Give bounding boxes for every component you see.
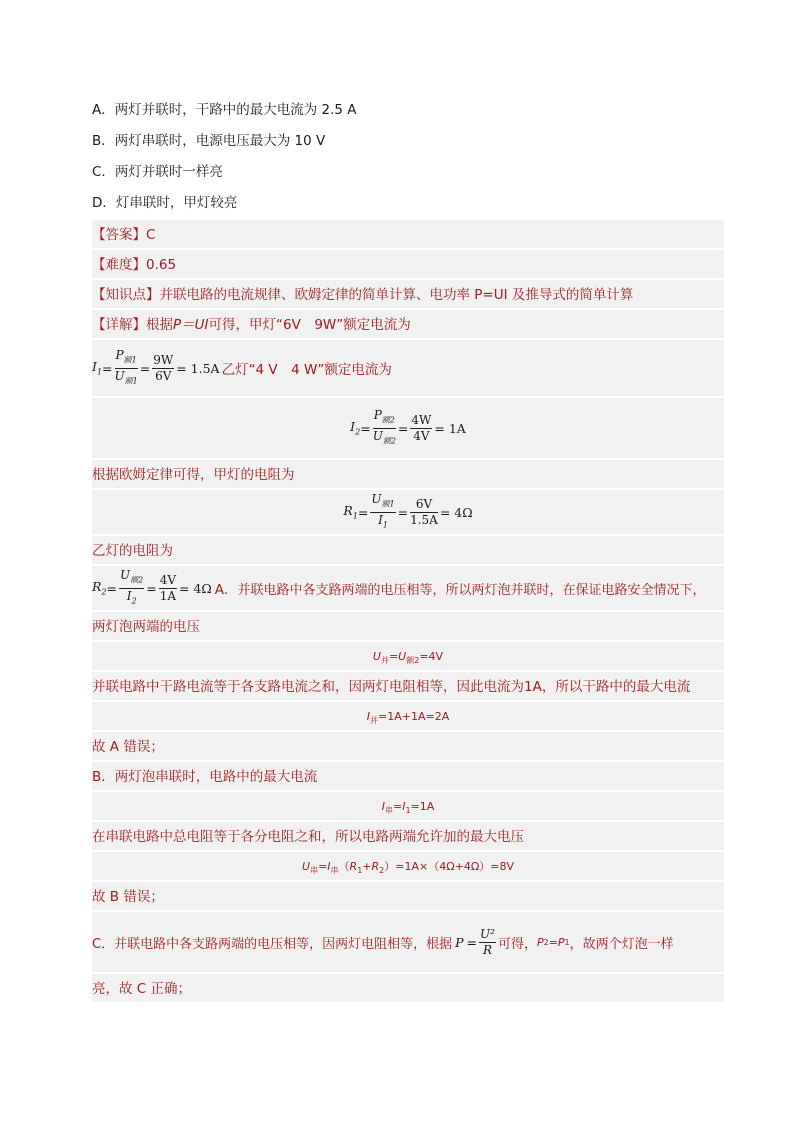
i-series-i1: I — [402, 800, 406, 813]
i1-row — [92, 340, 724, 398]
u-series-paren: （ — [338, 860, 350, 873]
detail-label: 【详解】 — [92, 317, 146, 333]
a-text3b: ，所以干路中的最大电流 — [541, 679, 691, 695]
detail-intro-row — [92, 310, 724, 340]
c-p1-sub: 1 — [564, 937, 570, 947]
r2-eq2: = — [146, 580, 157, 596]
b-conclusion-row: 故 B 错误； — [92, 882, 724, 912]
i2-value-fraction: $\frac{4W}{4V}$ — [411, 412, 432, 443]
yi-r-text-row: 乙灯的电阻为 — [92, 536, 724, 566]
difficulty-label: 【难度】 — [92, 257, 146, 273]
u-parallel-var: U — [372, 650, 381, 663]
c-fraction — [479, 927, 496, 958]
i1-var: $I_1$ — [92, 359, 103, 377]
options-list — [92, 96, 724, 220]
u-series-eq: =I — [318, 860, 331, 873]
knowledge-label: 【知识点】 — [92, 287, 160, 303]
u-series-r2: R — [371, 860, 380, 873]
r2-fraction: $\frac{U_{额2}}{I_2}$ — [120, 568, 144, 605]
i2-result: = 1A — [434, 420, 466, 436]
r1-row — [92, 490, 724, 536]
r2-row — [92, 566, 724, 612]
c-text-c: ，故两个灯泡一样 — [569, 936, 674, 952]
r1-result: = 4Ω — [439, 504, 473, 520]
difficulty-value: 0.65 — [146, 257, 177, 273]
answer-label: 【答案】 — [92, 227, 146, 243]
i-series-eq: = — [392, 800, 403, 813]
c-p1: P — [557, 935, 565, 949]
b-text: 两灯泡串联时，电路中的最大电流 — [114, 769, 318, 785]
u-series-r2-sub: 2 — [379, 866, 385, 876]
u-series-val: =1A×（4Ω+4Ω）=8V — [395, 860, 514, 873]
u-series-sub: 串 — [310, 866, 319, 876]
b-text-row — [92, 762, 724, 792]
detail-intro-formula: P＝UI — [173, 317, 209, 333]
a-text3-row — [92, 672, 724, 702]
i2-eq: = — [360, 420, 371, 436]
r2-var: $R_2$ — [92, 579, 107, 597]
u-series-sub2: 串 — [330, 866, 339, 876]
i-total-row — [92, 702, 724, 732]
option-a: A．两灯并联时，干路中的最大电流为 2.5 A — [92, 102, 357, 118]
option-d: D．灯串联时，甲灯较亮 — [92, 195, 238, 211]
c-p: P — [455, 934, 464, 950]
i2-row — [92, 398, 724, 460]
u-series-plus: + — [362, 860, 372, 873]
c-eq2: = — [548, 935, 558, 949]
i1-eq: = — [102, 360, 113, 376]
i1-eq2: = — [139, 360, 151, 376]
i2-fraction: $\frac{P_{额2}}{U_{额2}}$ — [372, 408, 396, 445]
c-text-b: 可得， — [497, 936, 537, 952]
a-text3a: 并联电路中干路电流等于各支路电流之和，因两灯电阻相等，因此电流为 — [92, 679, 524, 695]
c-den: R — [482, 942, 492, 957]
a-label: A． — [214, 582, 238, 598]
r2-result: = 4Ω — [179, 580, 212, 596]
i-series-var: I — [381, 800, 385, 813]
i-series-val: =1A — [410, 800, 435, 813]
option-c: C．两灯并联时一样亮 — [92, 164, 223, 180]
u-series-var: U — [302, 860, 311, 873]
u-parallel-sub: 并 — [380, 656, 389, 666]
ohm-text-row: 根据欧姆定律可得，甲灯的电阻为 — [92, 460, 724, 490]
i-series-sub: 串 — [384, 806, 393, 816]
u-parallel-val: =4V — [419, 650, 444, 663]
c-eq: = — [466, 934, 477, 950]
detail-intro-a: 根据 — [146, 317, 173, 333]
u-series-close: ） — [384, 860, 396, 873]
a-text3-val: 1A — [524, 679, 542, 695]
knowledge-row — [92, 280, 724, 310]
u-parallel-sub2: 额2 — [406, 656, 420, 666]
a-conclusion-row: 故 A 错误； — [92, 732, 724, 762]
u-parallel-row — [92, 642, 724, 672]
yi-intro-a: 乙灯 — [221, 362, 249, 378]
c-p2: P — [536, 935, 544, 949]
a-text2-row: 两灯泡两端的电压 — [92, 612, 724, 642]
i1-value-fraction: $\frac{9W}{6V}$ — [153, 352, 174, 383]
u-series-row — [92, 852, 724, 882]
yi-spec: “4 V 4 W” — [248, 362, 325, 378]
c-num: U² — [480, 926, 495, 941]
i-series-row — [92, 792, 724, 822]
yi-intro-b: 额定电流为 — [324, 362, 392, 378]
a-text: 并联电路中各支路两端的电压相等，所以两灯泡并联时，在保证电路安全情况下， — [237, 582, 706, 598]
r2-value-fraction: $\frac{4V}{1A}$ — [159, 572, 177, 603]
knowledge-value: 并联电路的电流规律、欧姆定律的简单计算、电功率 P=UI 及推导式的简单计算 — [159, 287, 634, 303]
u-parallel-eq: =U — [388, 650, 407, 663]
c-text-row — [92, 912, 724, 974]
answer-section — [92, 220, 724, 1004]
r1-var: $R_1$ — [343, 503, 358, 521]
option-b: B．两灯串联时，电源电压最大为 10 V — [92, 133, 326, 149]
c-p2-sub: 2 — [543, 937, 549, 947]
i-total-sub: 并 — [370, 716, 378, 726]
i-total-var: I — [366, 710, 370, 723]
answer-row — [92, 220, 724, 250]
i2-eq2: = — [397, 420, 409, 436]
i-series-i1-sub: 1 — [405, 806, 411, 816]
difficulty-row — [92, 250, 724, 280]
c-label: C． — [92, 936, 115, 952]
u-series-r1-sub: 1 — [357, 866, 363, 876]
b-text2-row: 在串联电路中总电阻等于各分电阻之和，所以电路两端允许加的最大电压 — [92, 822, 724, 852]
i-total-val: =1A+1A=2A — [378, 710, 450, 723]
i1-result: = 1.5A — [176, 360, 220, 376]
r1-value-fraction: $\frac{6V}{1.5A}$ — [410, 496, 438, 527]
r1-eq: = — [357, 504, 369, 520]
u-series-r1: R — [349, 860, 358, 873]
detail-intro-c: 额定电流为 — [343, 317, 411, 333]
detail-intro-b: 可得，甲灯 — [208, 317, 277, 333]
r2-eq: = — [106, 580, 117, 596]
c-text-a: 并联电路中各支路两端的电压相等，因两灯电阻相等，根据 — [114, 936, 453, 952]
c-text2-row: 亮，故 C 正确； — [92, 974, 724, 1004]
b-label: B． — [92, 769, 115, 785]
r1-fraction: $\frac{U_{额1}}{I_1}$ — [371, 492, 395, 529]
detail-intro-spec: “6V 9W” — [276, 317, 344, 333]
i2-var: $I_2$ — [350, 419, 361, 437]
answer-value: C — [146, 227, 156, 243]
r1-eq2: = — [397, 504, 409, 520]
i1-fraction: $\frac{P_{额1}}{U_{额1}}$ — [114, 348, 138, 385]
